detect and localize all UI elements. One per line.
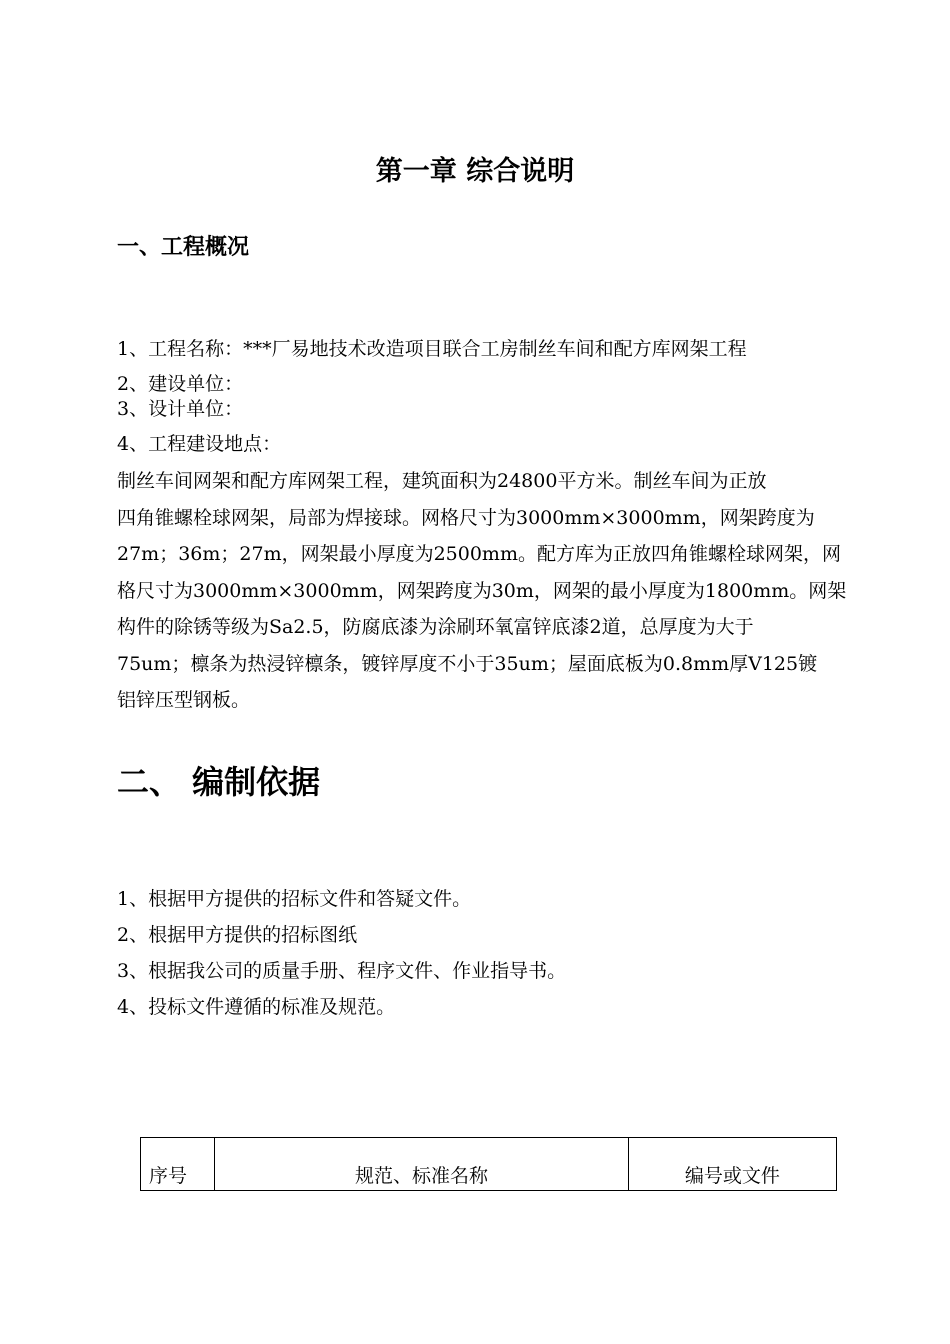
description-line: 27m；36m；27m，网架最小厚度为2500mm。配方库为正放四角锥螺栓球网架，网 xyxy=(117,543,841,565)
description-line: 格尺寸为3000mm×3000mm，网架跨度为30m，网架的最小厚度为1800mm。网架 xyxy=(117,579,847,602)
description-line: 四角锥螺栓球网架，局部为焊接球。网格尺寸为3000mm×3000mm，网架跨度为 xyxy=(117,506,815,529)
section-heading-basis: 二、 编制依据 xyxy=(117,763,321,801)
table-header-row xyxy=(141,1138,837,1191)
header-standard-name: 规范、标准名称 xyxy=(215,1138,628,1191)
basis-item: 2、根据甲方提供的招标图纸 xyxy=(117,924,358,946)
project-description xyxy=(117,463,867,719)
construction-site-item: 4、工程建设地点： xyxy=(117,433,282,455)
basis-item: 4、投标文件遵循的标准及规范。 xyxy=(117,996,396,1018)
header-code-or-document: 编号或文件 xyxy=(628,1138,836,1191)
description-line: 75um；檩条为热浸锌檩条，镀锌厚度不小于35um；屋面底板为0.8mm厚V125镀 xyxy=(117,652,818,675)
project-name-item: 1、工程名称：***厂易地技术改造项目联合工房制丝车间和配方库网架工程 xyxy=(117,338,747,360)
design-unit-item: 3、设计单位： xyxy=(117,398,244,420)
description-line: 制丝车间网架和配方库网架工程，建筑面积为24800平方米。制丝车间为正放 xyxy=(117,470,767,492)
section-heading-project-overview: 一、工程概况 xyxy=(117,235,250,260)
chapter-title: 第一章 综合说明 xyxy=(375,156,575,187)
standards-table xyxy=(140,1137,837,1191)
description-line: 铝锌压型钢板。 xyxy=(117,689,251,711)
construction-unit-item: 2、建设单位： xyxy=(117,373,244,395)
header-serial-number: 序号 xyxy=(141,1138,215,1191)
basis-item: 3、根据我公司的质量手册、程序文件、作业指导书。 xyxy=(117,960,567,982)
basis-item: 1、根据甲方提供的招标文件和答疑文件。 xyxy=(117,888,472,910)
description-line: 构件的除锈等级为Sa2.5，防腐底漆为涂刷环氧富锌底漆2道，总厚度为大于 xyxy=(117,616,754,638)
